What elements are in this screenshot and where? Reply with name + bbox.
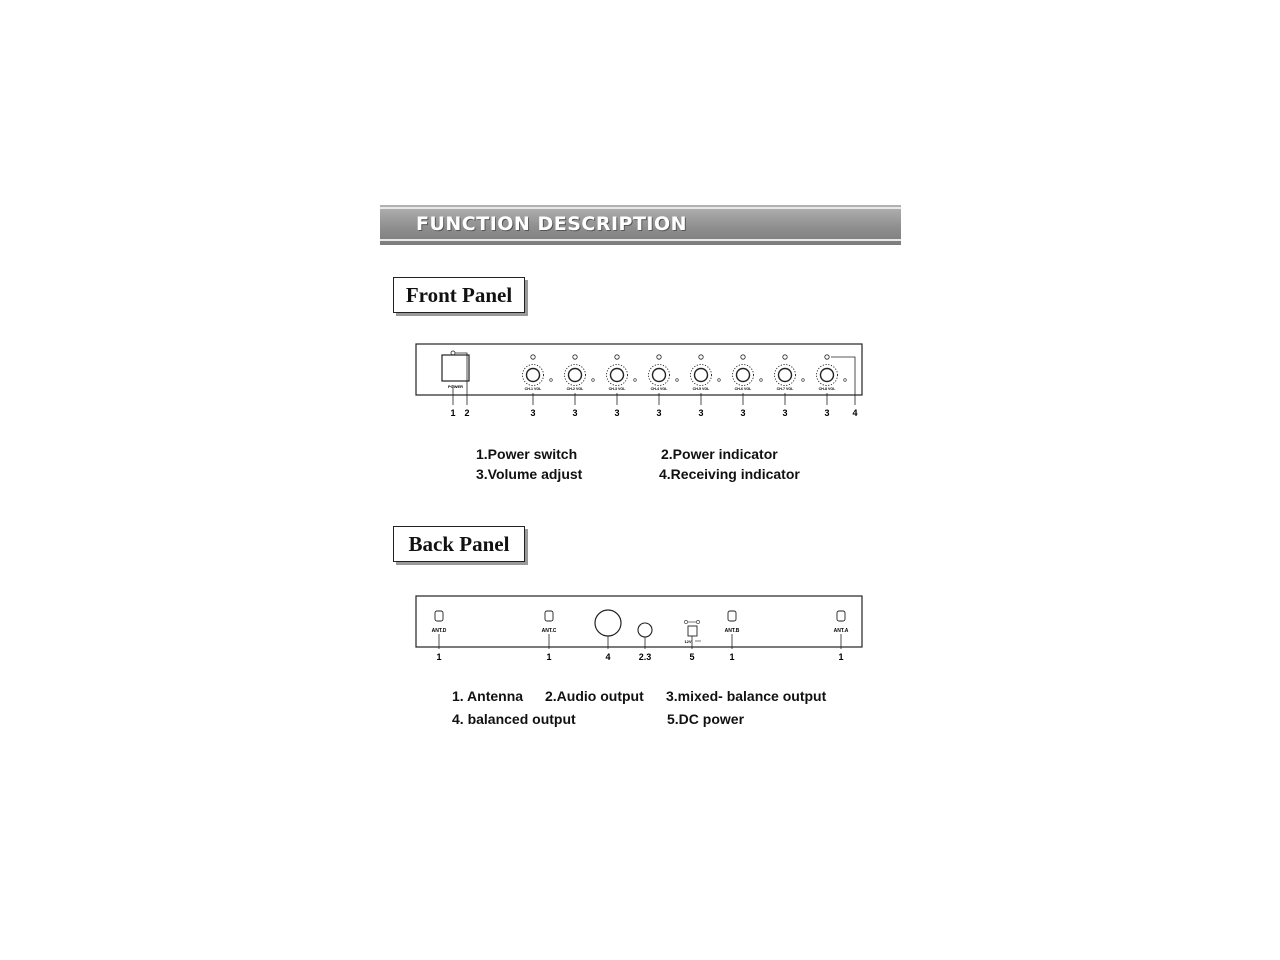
banner-title: FUNCTION DESCRIPTION (416, 213, 688, 235)
channel-volume-label: CH-3 VOL (608, 387, 626, 391)
audio-output-jack (638, 623, 652, 637)
back-panel-label (393, 526, 525, 562)
callout-volume-adjust: 3 (530, 408, 536, 418)
antenna-a-label: ANT.A (833, 628, 849, 634)
channel-module-1 (523, 355, 553, 418)
antenna-b-connector (728, 611, 736, 621)
legend-audio-output: 2.Audio output (545, 688, 644, 704)
legend-balanced-output: 4. balanced output (452, 711, 576, 727)
receiving-indicator-led (741, 355, 745, 359)
legend-volume-adjust: 3.Volume adjust (476, 466, 583, 482)
callout-antenna-d: 1 (436, 652, 442, 662)
volume-knob[interactable] (779, 369, 792, 382)
antenna-d-label: ANT.D (431, 628, 447, 634)
antenna-a-connector (837, 611, 845, 621)
back-panel-outline (416, 596, 862, 647)
receiving-indicator-led (783, 355, 787, 359)
front-panel-diagram (405, 335, 875, 425)
channel-module-2 (565, 355, 595, 418)
channel-volume-label: CH-5 VOL (692, 387, 710, 391)
receiving-indicator-led (531, 355, 535, 359)
callout-balanced-output: 4 (605, 652, 611, 662)
dc-voltage-label: 12V (684, 639, 692, 644)
front-panel-outline (416, 344, 862, 395)
front-panel-label (393, 277, 525, 313)
receiving-indicator-led (573, 355, 577, 359)
volume-knob[interactable] (737, 369, 750, 382)
callout-volume-adjust: 3 (698, 408, 704, 418)
power-label: POWER (447, 384, 464, 389)
callout-volume-adjust: 3 (656, 408, 662, 418)
volume-knob[interactable] (611, 369, 624, 382)
power-switch (442, 355, 469, 381)
channel-module-5 (691, 355, 721, 418)
callout-receiving-indicator: 4 (852, 408, 858, 418)
receiving-indicator-led (657, 355, 661, 359)
front-panel-title: Front Panel (405, 283, 513, 307)
volume-knob[interactable] (695, 369, 708, 382)
receiving-indicator-led (699, 355, 703, 359)
callout-power-switch: 1 (450, 408, 456, 418)
callout-antenna-b: 1 (729, 652, 735, 662)
antenna-d-connector (435, 611, 443, 621)
legend-receiving-indicator: 4.Receiving indicator (659, 466, 800, 482)
callout-volume-adjust: 3 (824, 408, 830, 418)
channel-module-3 (607, 355, 637, 418)
channel-module-7 (775, 355, 805, 418)
legend-antenna: 1. Antenna (452, 688, 524, 704)
antenna-c-connector (545, 611, 553, 621)
callout-antenna-a: 1 (838, 652, 844, 662)
volume-knob[interactable] (653, 369, 666, 382)
channel-volume-label: CH-2 VOL (566, 387, 584, 391)
channel-module-4 (649, 355, 679, 418)
power-indicator-led (451, 351, 455, 355)
channel-module-6 (733, 355, 763, 418)
callout-volume-adjust: 3 (614, 408, 620, 418)
callout-audio-output: 2.3 (638, 652, 652, 662)
callout-dc-power: 5 (689, 652, 695, 662)
receiving-indicator-led (825, 355, 829, 359)
callout-power-indicator: 2 (464, 408, 470, 418)
legend-mixed-balance-output: 3.mixed- balance output (666, 688, 827, 704)
receiving-indicator-led (615, 355, 619, 359)
channel-volume-label: CH-1 VOL (524, 387, 542, 391)
function-description-banner (380, 205, 901, 245)
volume-knob[interactable] (821, 369, 834, 382)
callout-antenna-c: 1 (546, 652, 552, 662)
antenna-b-label: ANT.B (724, 628, 740, 634)
antenna-c-label: ANT.C (541, 628, 557, 634)
callout-volume-adjust: 3 (740, 408, 746, 418)
callout-volume-adjust: 3 (572, 408, 578, 418)
channel-volume-label: CH-7 VOL (776, 387, 794, 391)
volume-knob[interactable] (527, 369, 540, 382)
balanced-output-connector (595, 610, 621, 636)
back-panel-title: Back Panel (408, 532, 510, 556)
channel-volume-label: CH-4 VOL (650, 387, 668, 391)
legend-power-switch: 1.Power switch (476, 446, 578, 462)
callout-volume-adjust: 3 (782, 408, 788, 418)
legend-dc-power: 5.DC power (667, 711, 745, 727)
legend-power-indicator: 2.Power indicator (661, 446, 778, 462)
channel-volume-label: CH-6 VOL (734, 387, 752, 391)
dc-power-jack (688, 626, 697, 636)
channel-volume-label: CH-8 VOL (818, 387, 836, 391)
back-panel-diagram (405, 588, 875, 668)
channel-module-8 (817, 355, 847, 418)
volume-knob[interactable] (569, 369, 582, 382)
